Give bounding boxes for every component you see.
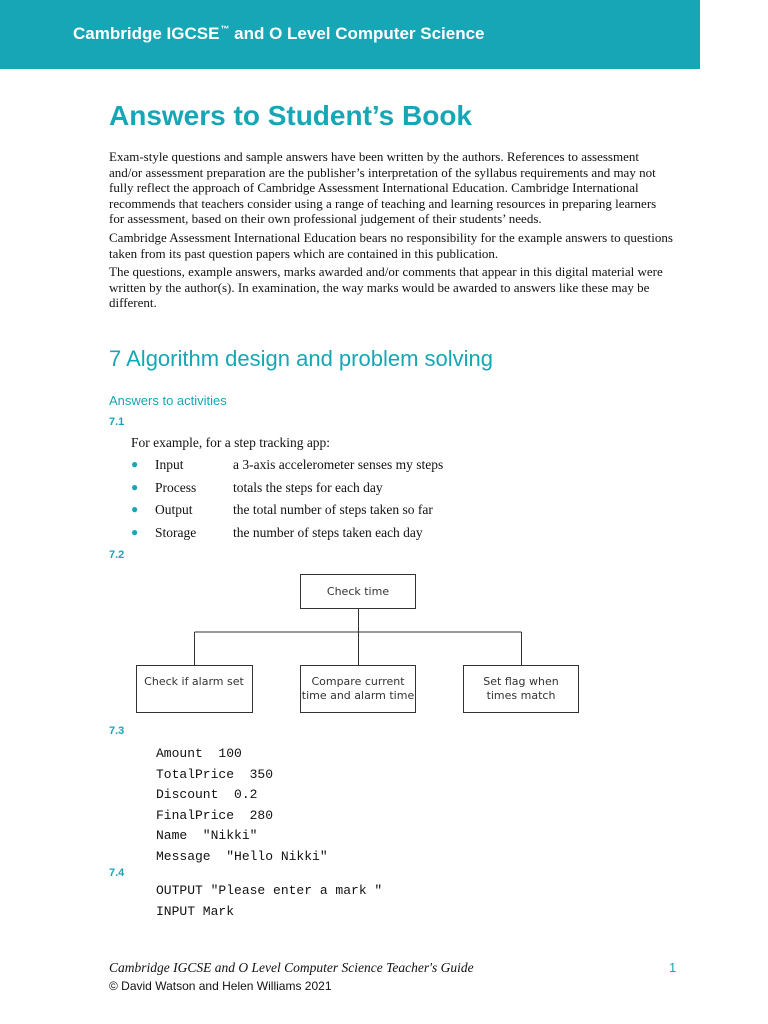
activity-number-7-1: 7.1 [109, 416, 125, 428]
code-block-7-3 [156, 746, 328, 869]
code-line: INPUT Mark [156, 903, 235, 919]
section-heading: Answers to activities [109, 393, 227, 408]
bullet-icon: ● [131, 524, 139, 539]
list-item-description: the total number of steps taken so far [233, 502, 433, 517]
trademark-symbol: ™ [220, 24, 230, 34]
diagram-box-label: time and alarm time [301, 689, 415, 702]
list-item-term: Input [155, 457, 184, 472]
intro-text [109, 149, 674, 314]
code-line: Message "Hello Nikki" [156, 848, 328, 864]
copyright-notice: © David Watson and Helen Williams 2021 [109, 979, 332, 993]
intro-paragraph: Cambridge Assessment International Education bears no responsibility for the example answers to questions taken from its past question papers which are contained in this publication. [109, 229, 673, 261]
page-number: 1 [669, 960, 677, 975]
activity-number-7-2: 7.2 [109, 549, 125, 561]
code-line: TotalPrice 350 [156, 766, 274, 782]
code-line: Amount 100 [156, 746, 242, 761]
chapter-title: 7 Algorithm design and problem solving [109, 346, 494, 371]
code-block-7-4 [156, 883, 382, 924]
diagram-box-label: Set flag when [483, 675, 559, 688]
diagram-box [137, 666, 253, 713]
footer-title: Cambridge IGCSE and O Level Computer Science Teacher's Guide [109, 960, 474, 975]
structure-diagram [130, 565, 582, 715]
bullet-icon: ● [131, 457, 139, 471]
banner-title: Cambridge IGCSE™ and O Level Computer Science [73, 24, 485, 43]
diagram-box-label: times match [486, 689, 556, 702]
diagram-box-label: Compare current [311, 675, 405, 688]
intro-paragraph: Exam-style questions and sample answers have been written by the authors. References to assessment and/or assessment preparation are the publisher’s interpretation of the syllabus requirements and may not fully reflect the approach of Cambridge Assessment International Education. Cambridge International recommends that teachers consider using a range of teaching and learning resources in preparing learners for assessment, based on their own professional judgement of their students’ needs. [109, 149, 657, 227]
document-title: Answers to Student’s Book [109, 100, 473, 131]
list-item-description: the number of steps taken each day [233, 524, 423, 540]
list-item-description: totals the steps for each day [233, 479, 383, 495]
list-item-description: a 3-axis accelerometer senses my steps [233, 457, 444, 472]
code-line: OUTPUT "Please enter a mark " [156, 883, 383, 898]
activity-7-1-intro: For example, for a step tracking app: [131, 435, 331, 450]
code-line: Discount 0.2 [156, 787, 258, 802]
bullet-icon: ● [131, 479, 139, 494]
activity-number-7-3: 7.3 [109, 725, 125, 737]
list-item-term: Output [155, 502, 193, 517]
intro-paragraph: The questions, example answers, marks awarded and/or comments that appear in this digital material were written by the author(s). In examination, the way marks would be awarded to answers like these may be different. [109, 264, 663, 311]
activity-number-7-4: 7.4 [109, 867, 125, 879]
list-item-term: Storage [155, 524, 197, 540]
bullet-icon: ● [131, 502, 139, 516]
list-item-term: Process [155, 479, 197, 495]
diagram-box-label: Check if alarm set [144, 675, 244, 688]
code-line: Name "Nikki" [156, 828, 258, 843]
diagram-root-label: Check time [326, 585, 390, 598]
code-line: FinalPrice 280 [156, 807, 274, 823]
